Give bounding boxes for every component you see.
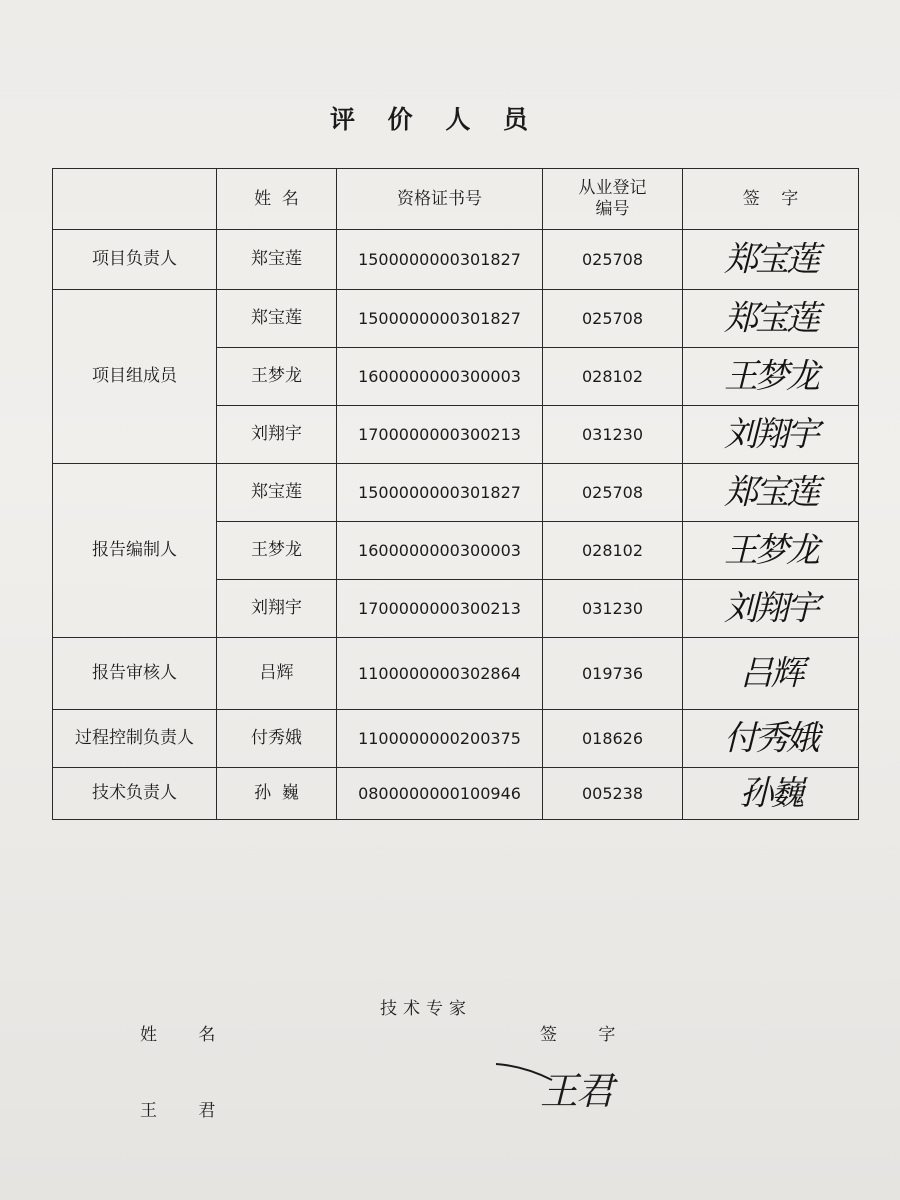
name-cell: 刘翔宇 — [217, 406, 337, 464]
role-cell: 项目负责人 — [53, 230, 217, 290]
signature-cell — [683, 638, 859, 710]
handwritten-signature: 付秀娥 — [724, 718, 817, 758]
name-cell: 吕辉 — [217, 638, 337, 710]
signature-cell — [683, 522, 859, 580]
handwritten-signature: 郑宝莲 — [724, 239, 817, 279]
handwritten-signature: 刘翔宇 — [724, 588, 817, 628]
name-cell: 郑宝莲 — [217, 290, 337, 348]
name-cell: 王梦龙 — [217, 522, 337, 580]
expert-name: 王 君 — [140, 1101, 234, 1121]
cert-cell: 1700000000300213 — [337, 406, 543, 464]
signature-cell — [683, 290, 859, 348]
handwritten-signature: 孙巍 — [739, 773, 802, 813]
header-reg-line2: 编号 — [595, 199, 630, 219]
expert-section-title: 技术专家 — [380, 999, 472, 1019]
handwritten-signature: 王梦龙 — [724, 530, 817, 570]
header-reg-line1: 从业登记 — [578, 178, 647, 198]
reg-cell: 019736 — [543, 638, 683, 710]
handwritten-signature: 郑宝莲 — [724, 472, 817, 512]
header-role — [53, 169, 217, 230]
table-row — [53, 230, 859, 290]
cert-cell: 1600000000300003 — [337, 348, 543, 406]
reg-cell: 005238 — [543, 768, 683, 820]
name-cell: 郑宝莲 — [217, 464, 337, 522]
reg-cell: 028102 — [543, 348, 683, 406]
reg-cell: 028102 — [543, 522, 683, 580]
name-cell: 王梦龙 — [217, 348, 337, 406]
reg-cell: 031230 — [543, 406, 683, 464]
expert-name-label: 姓 名 — [140, 1025, 234, 1045]
name-cell: 刘翔宇 — [217, 580, 337, 638]
table-row — [53, 290, 859, 348]
name-cell: 郑宝莲 — [217, 230, 337, 290]
handwritten-signature: 王梦龙 — [724, 356, 817, 396]
name-cell: 孙 巍 — [217, 768, 337, 820]
header-reg — [543, 169, 683, 230]
signature-cell — [683, 464, 859, 522]
page-title: 评 价 人 员 — [329, 105, 541, 134]
role-cell: 项目组成员 — [53, 290, 217, 464]
role-cell: 报告编制人 — [53, 464, 217, 638]
reg-cell: 025708 — [543, 464, 683, 522]
header-name: 姓 名 — [217, 169, 337, 230]
cert-cell: 0800000000100946 — [337, 768, 543, 820]
signature-cell — [683, 768, 859, 820]
staff-table — [52, 168, 859, 820]
expert-sign-label: 签 字 — [540, 1025, 634, 1045]
handwritten-signature: 刘翔宇 — [724, 414, 817, 454]
handwritten-signature: 郑宝莲 — [724, 298, 817, 338]
table-header-row — [53, 169, 859, 230]
signature-cell — [683, 348, 859, 406]
table-row — [53, 710, 859, 768]
cert-cell: 1700000000300213 — [337, 580, 543, 638]
name-cell: 付秀娥 — [217, 710, 337, 768]
role-cell: 技术负责人 — [53, 768, 217, 820]
cert-cell: 1500000000301827 — [337, 464, 543, 522]
cert-cell: 1500000000301827 — [337, 230, 543, 290]
role-cell: 过程控制负责人 — [53, 710, 217, 768]
cert-cell: 1100000000200375 — [337, 710, 543, 768]
signature-cell — [683, 710, 859, 768]
reg-cell: 031230 — [543, 580, 683, 638]
reg-cell: 025708 — [543, 290, 683, 348]
signature-cell — [683, 580, 859, 638]
header-sign: 签 字 — [683, 169, 859, 230]
expert-handwritten-signature: 王君 — [540, 1069, 613, 1113]
handwritten-signature: 吕辉 — [739, 653, 802, 693]
cert-cell: 1600000000300003 — [337, 522, 543, 580]
header-cert: 资格证书号 — [337, 169, 543, 230]
reg-cell: 018626 — [543, 710, 683, 768]
cert-cell: 1100000000302864 — [337, 638, 543, 710]
cert-cell: 1500000000301827 — [337, 290, 543, 348]
table-row — [53, 638, 859, 710]
signature-cell — [683, 230, 859, 290]
table-row — [53, 464, 859, 522]
role-cell: 报告审核人 — [53, 638, 217, 710]
signature-cell — [683, 406, 859, 464]
table-row — [53, 768, 859, 820]
reg-cell: 025708 — [543, 230, 683, 290]
